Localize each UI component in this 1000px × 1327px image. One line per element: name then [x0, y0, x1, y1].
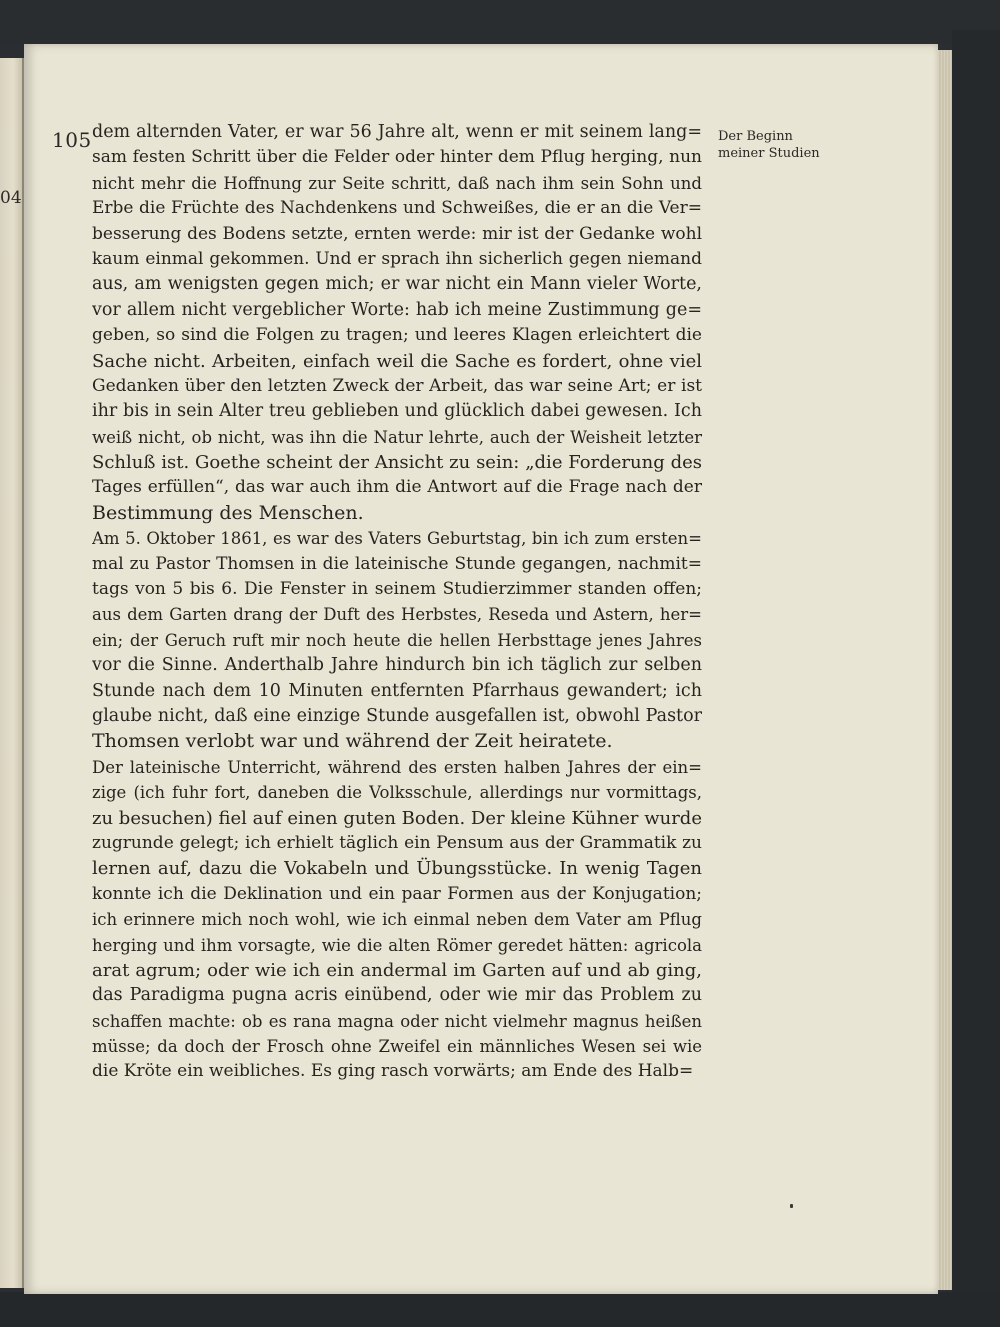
left-page-number: 04: [0, 188, 22, 208]
text-line: Schluß ist. Goethe scheint der Ansicht zu sein: „die Forderung des: [92, 452, 702, 474]
ink-speck: [790, 1204, 793, 1208]
book-cover-bottom: [0, 1292, 1000, 1327]
text-line: mal zu Pastor Thomsen in die lateinische Stunde gegangen, nachmit=: [92, 553, 702, 574]
text-line: Gedanken über den letzten Zweck der Arbeit, das war seine Art; er ist: [92, 375, 702, 396]
text-line: Erbe die Früchte des Nachdenkens und Schweißes, die er an die Ver=: [92, 198, 702, 219]
text-line: arat agrum; oder wie ich ein andermal im Garten auf und ab ging,: [92, 959, 702, 981]
text-line: zu besuchen) fiel auf einen guten Boden. Der kleine Kühner wurde: [92, 807, 702, 829]
text-line: Tages erfüllen“, das war auch ihm die Antwort auf die Frage nach der: [92, 477, 702, 498]
line-number: 105: [52, 128, 92, 152]
text-line: tags von 5 bis 6. Die Fenster in seinem Studierzimmer standen offen;: [92, 579, 702, 600]
marginal-note: [718, 128, 828, 162]
text-line: nicht mehr die Hoffnung zur Seite schritt, daß nach ihm sein Sohn und: [92, 173, 702, 193]
text-line: das Paradigma pugna acris einübend, oder wie mir das Problem zu: [92, 985, 702, 1006]
text-line: konnte ich die Deklination und ein paar Formen aus der Konjugation;: [92, 883, 702, 904]
text-line: Thomsen verlobt war und während der Zeit heiratete.: [92, 730, 613, 753]
text-line: aus, am wenigsten gegen mich; er war nicht ein Mann vieler Worte,: [92, 274, 702, 295]
text-line: sam festen Schritt über die Felder oder hinter dem Pflug herging, nun: [92, 147, 702, 168]
text-line: zige (ich fuhr fort, daneben die Volksschule, allerdings nur vormittags,: [92, 783, 702, 803]
text-line: Sache nicht. Arbeiten, einfach weil die Sache es fordert, ohne viel: [92, 350, 702, 372]
marginal-note-line: meiner Studien: [718, 146, 820, 161]
marginal-note-line: Der Beginn: [718, 129, 793, 144]
text-line: vor allem nicht vergeblicher Worte: hab ich meine Zustimmung ge=: [92, 299, 702, 320]
text-line: schaffen machte: ob es rana magna oder nicht vielmehr magnus heißen: [92, 1011, 702, 1031]
text-line: glaube nicht, daß eine einzige Stunde ausgefallen ist, obwohl Pastor: [92, 705, 702, 726]
text-line: Stunde nach dem 10 Minuten entfernten Pfarrhaus gewandert; ich: [92, 680, 702, 701]
text-line: herging und ihm vorsagte, wie die alten Römer geredet hätten: agricola: [92, 935, 702, 955]
book-cover-right: [952, 30, 1000, 1327]
text-line: müsse; da doch der Frosch ohne Zweifel ein männliches Wesen sei wie: [92, 1037, 702, 1057]
text-line: Der lateinische Unterricht, während des ersten halben Jahres der ein=: [92, 757, 702, 777]
left-page-edge: [0, 58, 24, 1288]
text-line: vor die Sinne. Anderthalb Jahre hindurch bin ich täglich zur selben: [92, 655, 702, 676]
text-line: aus dem Garten drang der Duft des Herbstes, Reseda und Astern, her=: [92, 605, 702, 625]
text-line: dem alternden Vater, er war 56 Jahre alt, wenn er mit seinem lang=: [92, 122, 702, 142]
text-line: ein; der Geruch ruft mir noch heute die hellen Herbsttage jenes Jahres: [92, 630, 702, 650]
text-line: ihr bis in sein Alter treu geblieben und glücklich dabei gewesen. Ich: [92, 401, 702, 422]
text-line: zugrunde gelegt; ich erhielt täglich ein Pensum aus der Grammatik zu: [92, 832, 702, 853]
text-line: besserung des Bodens setzte, ernten werde: mir ist der Gedanke wohl: [92, 223, 702, 244]
book-cover-top: [0, 0, 1000, 44]
text-line: Am 5. Oktober 1861, es war des Vaters Geburtstag, bin ich zum ersten=: [92, 529, 702, 549]
text-line: kaum einmal gekommen. Und er sprach ihn sicherlich gegen niemand: [92, 248, 702, 269]
text-line: die Kröte ein weibliches. Es ging rasch vorwärts; am Ende des Halb=: [92, 1061, 694, 1082]
text-line: geben, so sind die Folgen zu tragen; und leeres Klagen erleichtert die: [92, 325, 702, 346]
text-line: ich erinnere mich noch wohl, wie ich einmal neben dem Vater am Pflug: [92, 910, 702, 930]
page-stack-edge: [938, 50, 952, 1290]
text-line: lernen auf, dazu die Vokabeln und Übungsstücke. In wenig Tagen: [92, 858, 702, 880]
text-line: Bestimmung des Menschen.: [92, 501, 364, 524]
text-line: weiß nicht, ob nicht, was ihn die Natur lehrte, auch der Weisheit letzter: [92, 427, 702, 447]
body-text: [92, 120, 702, 1085]
